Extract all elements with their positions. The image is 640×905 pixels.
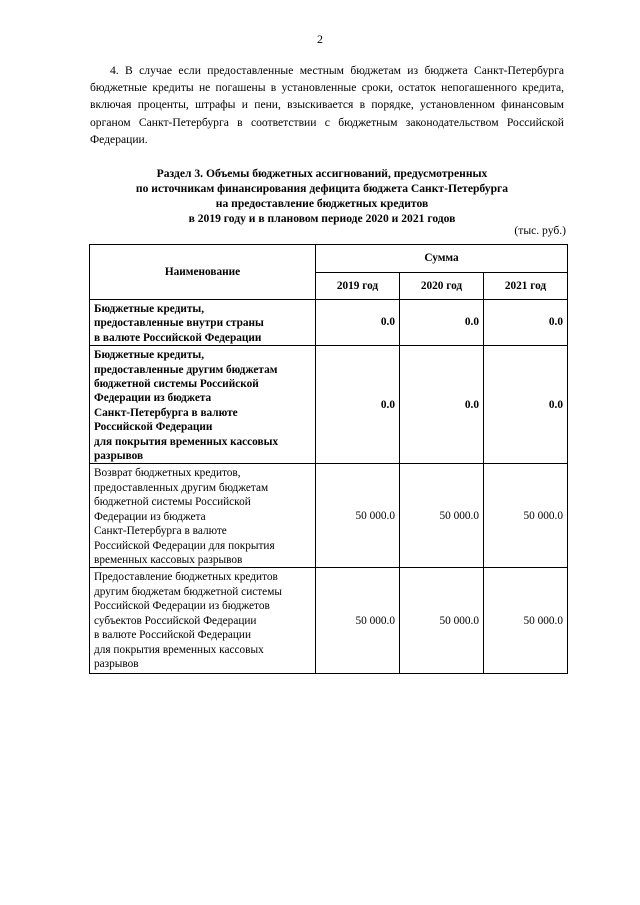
row-name-line: в валюте Российской Федерации — [94, 331, 262, 344]
value-cell: 50 000.0 — [316, 464, 400, 568]
section-title-line: на предоставление бюджетных кредитов — [215, 197, 429, 210]
row-name-cell — [90, 300, 316, 346]
section-title-line: Раздел 3. Объемы бюджетных ассигнований, предусмотренных — [156, 167, 488, 180]
row-name-line: бюджетной системы Российской — [94, 378, 259, 391]
table-row — [90, 464, 568, 568]
row-name-cell — [90, 346, 316, 464]
section-title — [60, 166, 584, 226]
row-name-line: Бюджетные кредиты, — [94, 303, 205, 315]
row-name-line: другим бюджетам бюджетной системы — [94, 585, 282, 598]
table-row — [90, 300, 568, 346]
row-name-line: для покрытия временных кассовых — [94, 435, 279, 448]
table-row — [90, 568, 568, 674]
value-cell: 0.0 — [316, 346, 400, 464]
page-number: 2 — [317, 32, 323, 46]
row-name-line: предоставленные другим бюджетам — [94, 363, 278, 376]
row-name-line: Федерации из бюджета — [94, 510, 206, 523]
row-name-line: в валюте Российской Федерации — [94, 629, 252, 642]
row-name-line: Предоставление бюджетных кредитов — [94, 571, 278, 584]
header-year: 2019 год — [316, 272, 400, 300]
section-title-line: в 2019 году и в плановом периоде 2020 и 2021 годов — [188, 212, 456, 225]
section-title-line: по источникам финансирования дефицита бюджета Санкт-Петербурга — [135, 182, 509, 195]
value-cell: 50 000.0 — [484, 568, 568, 674]
row-name-line: Российской Федерации из бюджетов — [94, 600, 270, 613]
row-name-line: Бюджетные кредиты, — [94, 349, 205, 362]
value-cell: 50 000.0 — [400, 568, 484, 674]
row-name-line: разрывов — [94, 450, 144, 463]
row-name-cell — [90, 464, 316, 568]
header-year: 2021 год — [484, 272, 568, 300]
row-name-line: разрывов — [94, 657, 139, 670]
value-cell: 0.0 — [484, 300, 568, 346]
header-name: Наименование — [90, 245, 316, 300]
row-name-line: бюджетной системы Российской — [94, 496, 251, 509]
row-name-line: предоставленные внутри страны — [94, 317, 264, 330]
row-name-line: временных кассовых разрывов — [94, 553, 243, 566]
value-cell: 0.0 — [400, 346, 484, 464]
body-paragraph: 4. В случае если предоставленные местным бюджетам из бюджета Санкт-Петербурга бюджетные кредиты не погашены в установленные сроки, остаток непогашенного кредита, включая проценты, штрафы и пени, взыскивается в порядке, установленном финансовым органом Санкт-Петербурга в соответствии с бюджетным законодательством Российской Федерации. — [90, 64, 564, 146]
row-name-line: субъектов Российской Федерации — [94, 614, 257, 627]
table-row — [90, 346, 568, 464]
row-name-line: Санкт-Петербурга в валюте — [94, 406, 238, 419]
row-name-cell — [90, 568, 316, 674]
row-name-line: для покрытия временных кассовых — [94, 643, 264, 656]
value-cell: 50 000.0 — [400, 464, 484, 568]
row-name-line: Возврат бюджетных кредитов, — [94, 467, 241, 480]
row-name-line: Российской Федерации — [94, 421, 213, 434]
row-name-line: предоставленных другим бюджетам — [94, 481, 269, 494]
value-cell: 0.0 — [316, 300, 400, 346]
value-cell: 50 000.0 — [316, 568, 400, 674]
units-label: (тыс. руб.) — [514, 224, 566, 237]
row-name-line: Федерации из бюджета — [94, 392, 212, 405]
value-cell: 50 000.0 — [484, 464, 568, 568]
row-name-line: Российской Федерации для покрытия — [94, 539, 275, 552]
budget-table — [89, 244, 568, 674]
value-cell: 0.0 — [400, 300, 484, 346]
value-cell: 0.0 — [484, 346, 568, 464]
header-year: 2020 год — [400, 272, 484, 300]
header-sum: Сумма — [316, 245, 568, 273]
row-name-line: Санкт-Петербурга в валюте — [94, 525, 227, 538]
